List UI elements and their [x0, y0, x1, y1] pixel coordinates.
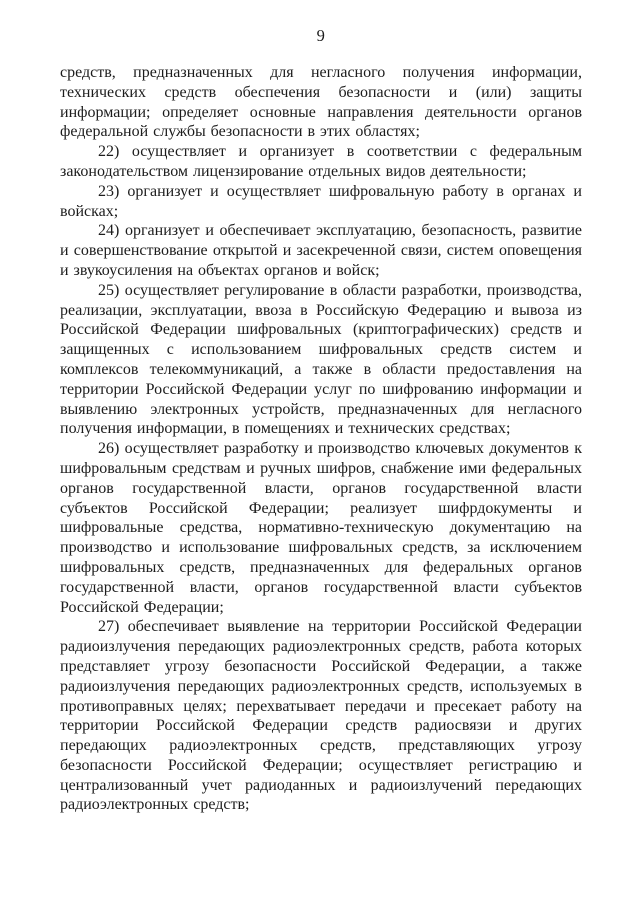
paragraph: средств, предназначенных для негласного получения информации, технических средств обеспечения безопасности и (или) защиты информации; определяет основные направления деятельности органов федеральной службы безопасности в этих областях; — [60, 64, 582, 141]
paragraph: 26) осуществляет разработку и производство ключевых документов к шифровальным средствам и ручных шифров, снабжение ими федеральных органов государственной власти, органов государственной власти субъектов Российской Федерации; реализует шифрдокументы и шифровальные средства, нормативно-техническую документацию на производство и использование шифровальных средств, за исключением шифровальных средств, предназначенных для федеральных органов государственной власти, органов государственной власти субъектов Российской Федерации; — [60, 440, 582, 616]
paragraph: 22) осуществляет и организует в соответствии с федеральным законодательством лицензирование отдельных видов деятельности; — [60, 143, 582, 180]
paragraph: 23) организует и осуществляет шифровальную работу в органах и войсках; — [60, 182, 582, 220]
paragraph: 27) обеспечивает выявление на территории Российской Федерации радиоизлучения передающих радиоэлектронных средств, работа которых представляет угрозу безопасности Российской Федерации, а также радиоизлучения передающих радиоэлектронных средств, используемых в противоправных целях; перехватывает передачи и пресекает работу на территории Российской Федерации средств радиосвязи и других передающих радиоэлектронных средств, представляющих угрозу безопасности Российской Федерации; осуществляет регистрацию и централизованный учет радиоданных и радиоизлучений передающих радиоэлектронных средств; — [60, 618, 582, 814]
paragraph: 25) осуществляет регулирование в области разработки, производства, реализации, эксплуатации, ввоза в Российскую Федерацию и вывоза из Российской Федерации шифровальных (криптографических) средств и защищенных с использованием шифровальных средств систем и комплексов телекоммуникаций, а также в области предоставления на территории Российской Федерации услуг по шифрованию информации и выявлению электронных устройств, предназначенных для негласного получения информации, в помещениях и технических средствах; — [60, 281, 582, 438]
page-number: 9 — [316, 26, 326, 45]
paragraph: 24) организует и обеспечивает эксплуатацию, безопасность, развитие и совершенствование открытой и засекреченной связи, систем оповещения и звукоусиления на объектах органов и войск; — [60, 222, 582, 279]
document-body — [60, 63, 582, 815]
